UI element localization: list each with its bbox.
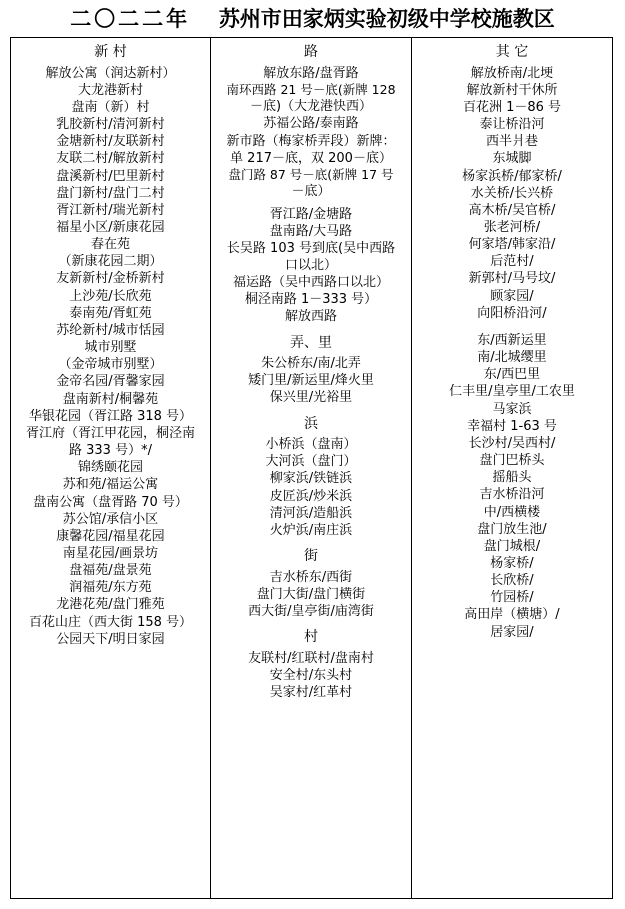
list-item: 盘门巴桥头 — [479, 453, 545, 469]
list-item: 吉水桥沿河 — [479, 487, 545, 503]
list-item: 盘门城根/ — [483, 538, 541, 554]
list-item: 保兴里/光裕里 — [269, 390, 353, 406]
list-item: 何家塔/韩家沿/ — [468, 237, 556, 253]
list-item: 杨家桥/ — [490, 555, 534, 571]
list-item: 火炉浜/南庄浜 — [269, 522, 353, 538]
list-item: 东/西巴里 — [483, 367, 541, 383]
list-item: （金帝城市别墅） — [58, 357, 163, 373]
list-item: 解放东路/盘胥路 — [263, 65, 359, 81]
list-item: 皮匠浜/炒米浜 — [269, 488, 353, 504]
section-header: 街 — [304, 548, 318, 565]
list-item: 向阳桥沿河/ — [477, 305, 547, 321]
list-item: 后范村/ — [490, 254, 534, 270]
list-item: 口以北） — [284, 258, 337, 273]
list-item: 盘溪新村/巴里新村 — [56, 168, 165, 184]
column-body-2 — [226, 65, 395, 701]
list-item: 摇船头 — [492, 470, 532, 486]
districts-table — [10, 37, 613, 899]
column-body-1 — [26, 65, 195, 648]
list-item: 盘南（新）村 — [71, 99, 150, 115]
list-item: 盘门路 87 号－底(新牌 17 号 — [228, 166, 394, 182]
list-item: 泰南苑/胥虹苑 — [69, 305, 152, 321]
list-item: 新市路（梅家桥弄段）新牌： — [226, 133, 396, 149]
list-item: 小桥浜（盘南） — [265, 437, 357, 453]
list-item: 解放西路 — [284, 309, 337, 325]
list-item: 盘南新村/桐馨苑 — [62, 391, 159, 407]
list-item: 吉水桥东/西街 — [269, 569, 353, 585]
list-item: 苏公馆/承信小区 — [62, 511, 159, 527]
list-item: －底） — [291, 184, 331, 200]
list-item: 竹园桥/ — [490, 590, 534, 606]
list-item: 南环西路 21 号－底(新牌 128 — [226, 81, 396, 97]
list-item: 西半爿巷 — [485, 134, 538, 150]
list-item: 友新新村/金桥新村 — [56, 271, 165, 287]
list-item: 公园天下/明日家园 — [56, 631, 165, 647]
list-item: 康馨花园/福星花园 — [56, 528, 165, 544]
list-item: 盘门新村/盘门二村 — [56, 185, 165, 201]
list-item: 顾家园/ — [490, 288, 534, 304]
list-item: 幸福村 1-63 号 — [467, 418, 557, 434]
list-item: 大龙港新村 — [77, 82, 143, 98]
column-new-villages — [11, 38, 211, 898]
list-item: －底)（大龙港快西） — [249, 99, 373, 115]
list-item: 大河浜（盘门） — [265, 454, 357, 470]
list-item: 东城脚 — [492, 151, 532, 167]
list-item: 泰让桥沿河 — [479, 117, 545, 133]
list-item: 盘南路/大马路 — [269, 223, 353, 239]
column-body-3 — [449, 65, 575, 641]
list-item: 金塘新村/友联新村 — [56, 134, 165, 150]
list-item: 清河浜/造船浜 — [269, 505, 353, 521]
section-header: 浜 — [304, 415, 318, 432]
list-item: 高田岸（横塘）/ — [464, 607, 560, 623]
list-item: 南星花园/画景坊 — [62, 545, 159, 561]
column-header: 路 — [304, 44, 318, 61]
list-item: 安全村/东头村 — [269, 667, 353, 683]
title-main: 苏州市田家炳实验初级中学校施教区 — [218, 7, 555, 31]
list-item: 春在苑 — [90, 237, 130, 253]
column-roads — [211, 38, 412, 898]
title-year: 二〇二二年 — [70, 7, 191, 31]
section-header: 村 — [304, 629, 318, 645]
list-item: 盘门放生池/ — [477, 521, 547, 537]
list-item: 苏纶新村/城市恬园 — [56, 322, 165, 338]
list-item: 长吴路 103 号到底(吴中西路 — [226, 240, 396, 256]
list-item: 华银花园（胥江路 318 号） — [28, 408, 193, 424]
list-item: 柳家浜/铁链浜 — [269, 471, 353, 487]
list-item: 长沙村/吴西村/ — [468, 435, 556, 451]
list-item: 路 333 号）*/ — [69, 443, 152, 459]
list-item: 长欣桥/ — [490, 573, 534, 589]
list-item: 盘南公寓（盘胥路 70 号） — [33, 494, 188, 510]
list-item: 上沙苑/长欣苑 — [69, 288, 152, 304]
list-item: （新康花园二期） — [58, 254, 163, 270]
list-item: 中/西横楼 — [483, 504, 541, 520]
list-item: 润福苑/东方苑 — [69, 580, 152, 596]
column-others — [412, 38, 612, 898]
list-item: 仁丰里/皇亭里/工农里 — [449, 384, 575, 400]
list-item: 东/西新运里 — [477, 332, 547, 348]
list-item: 单 217－底，双 200－底） — [230, 150, 392, 166]
list-item: 盘门大街/盘门横街 — [256, 586, 366, 602]
list-item: 西大街/皇亭街/庙湾街 — [248, 603, 374, 619]
list-item: 胥江新村/瑞光新村 — [56, 202, 165, 218]
list-item: 乳胶新村/清河新村 — [56, 117, 165, 133]
list-item: 吴家村/红革村 — [269, 684, 353, 700]
list-item: 城市别墅 — [84, 340, 137, 356]
list-item: 桐泾南路 1－333 号） — [244, 292, 378, 308]
page-title — [10, 8, 615, 31]
list-item: 解放桥南/北埂 — [470, 65, 554, 81]
list-item: 矮门里/新运里/烽火里 — [248, 373, 374, 389]
list-item: 水关桥/长兴桥 — [470, 185, 554, 201]
list-item: 马家浜 — [492, 401, 532, 417]
list-item: 新郭村/马号坟/ — [468, 271, 556, 287]
list-item: 盘福苑/盘景苑 — [69, 563, 152, 579]
section-header: 弄、里 — [290, 334, 332, 351]
list-item: 福运路（吴中西路口以北） — [232, 275, 389, 291]
list-item: 金帝名园/胥馨家园 — [56, 374, 165, 390]
column-header: 其 它 — [495, 44, 529, 61]
list-item: 解放新村干休所 — [466, 82, 558, 98]
list-item: 友联村/红联村/盘南村 — [248, 650, 374, 666]
list-item: 苏和苑/福运公寓 — [62, 477, 159, 493]
list-item: 百花山庄（西大街 158 号） — [28, 614, 193, 630]
list-item: 南/北城缨里 — [477, 350, 547, 366]
list-item: 苏福公路/泰南路 — [263, 116, 359, 132]
list-item: 解放公寓（润达新村） — [45, 65, 176, 81]
list-item: 张老河桥/ — [483, 220, 541, 235]
column-header: 新 村 — [94, 44, 127, 61]
list-item: 友联二村/解放新村 — [56, 151, 165, 167]
list-item: 福星小区/新康花园 — [56, 220, 165, 235]
list-item: 锦绣颐花园 — [77, 460, 143, 476]
list-item: 居家园/ — [490, 624, 534, 640]
list-item: 龙港花苑/盘门雅苑 — [56, 597, 165, 613]
list-item: 胥江府（胥江甲花园，桐泾南 — [25, 425, 195, 441]
list-item: 朱公桥东/南/北弄 — [261, 356, 361, 372]
list-item: 高木桥/吴官桥/ — [468, 202, 556, 218]
list-item: 杨家浜桥/郁家桥/ — [462, 168, 562, 184]
list-item: 胥江路/金塘路 — [269, 206, 353, 222]
list-item: 百花洲 1－86 号 — [462, 99, 562, 115]
